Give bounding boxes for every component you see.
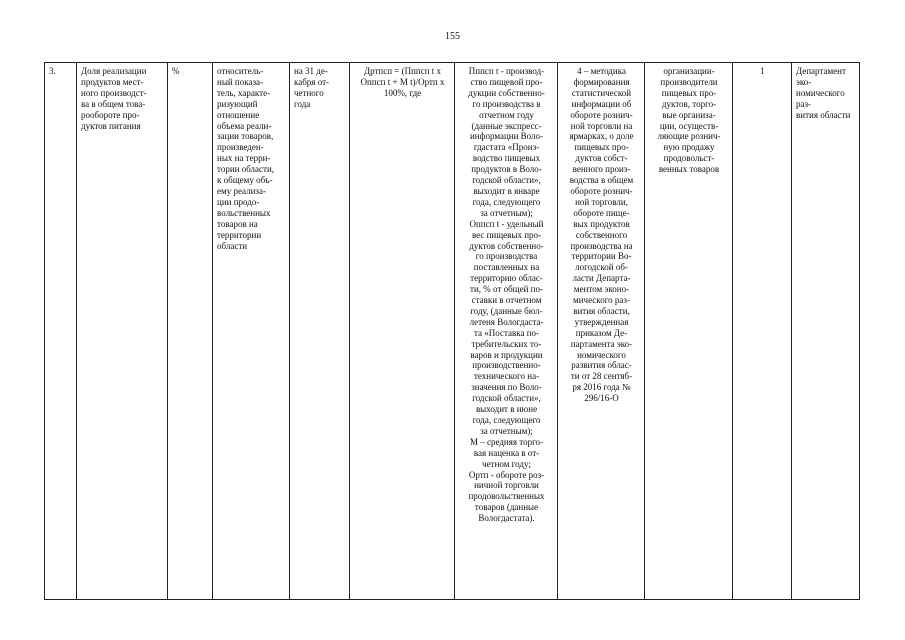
row-number-cell (45, 63, 77, 600)
indicator-name-cell (77, 63, 168, 600)
indicator-table (44, 62, 860, 600)
responsible-body: Департамент эко- номического раз- вития области (796, 66, 851, 120)
unit: % (172, 66, 180, 76)
respondents-cell (645, 63, 733, 600)
row-number: 3. (49, 66, 56, 76)
sample-code: 1 (760, 66, 765, 76)
formula-variables: Пппсп t - производ- ство пищевой про- дукции собственно- го производства в отчетном году (данные экспресс- информации Воло- гдастата «Произ- водство пищевых продуктов в Воло- годской области», выходит в январе года, следующего за отчетным); Оппсп t - удельный вес пищевых про- дуктов собственно- го производства поставленных на территорию облас- ти, % от общей по- ставки в отчетном году, (данные бюл- летеня Вологдаста- та «Поставка по- требительских то- варов и продукции производственно- технического на- значения по Воло- годской области», выходит в июне года, следующего за отчетным); М – средняя торго- вая наценка в от- четном году; Ортп - обороте роз- ничной торговли продовольственных товаров (данные Вологдастата). (468, 66, 545, 524)
variables-cell (455, 63, 558, 600)
page-number: 155 (445, 31, 460, 42)
table-row (45, 63, 860, 600)
indicator-name: Доля реализации продуктов мест- ного производст- ва в общем това- рообороте про- дуктов питания (81, 66, 147, 131)
responsible-cell (792, 63, 860, 600)
calculation-date: на 31 де- кабря от- четного года (294, 66, 330, 109)
formula: Дртпсп = (Пппсп t x Оппсп t + М t)/Ортп х 100%, где (360, 66, 445, 98)
definition: относитель- ный показа- тель, характе- ризующий отношение объема реали- зации товаров, произведен- ных на терри- тории области, к общему объ- ему реализа- ции продо- вольственных товаров на территории области (217, 66, 275, 251)
date-cell (290, 63, 350, 600)
method-cell (558, 63, 645, 600)
sample-cell (733, 63, 792, 600)
formula-cell (350, 63, 455, 600)
collection-method: 4 – методика формирования статистической информации об обороте рознич- ной торговли на ярмарках, о доле пищевых про- дуктов собст- венного произ- водства в общем обороте рознич- ной торговли, обороте пище- вых продуктов собственного производства на территории Во- логодской об- ласти Департа- ментом эконо- мического раз- вития области, утвержденная приказом Де- партамента эко- номического развития облас- ти от 28 сентяб- ря 2016 года № 296/16-О (569, 66, 634, 404)
definition-cell (213, 63, 290, 600)
unit-cell (168, 63, 213, 600)
respondents: организации- производители пищевых про- дуктов, торго- вые организа- ции, осуществ- ляющие рознич- ную продажу продовольст- венных товаров (657, 66, 721, 175)
